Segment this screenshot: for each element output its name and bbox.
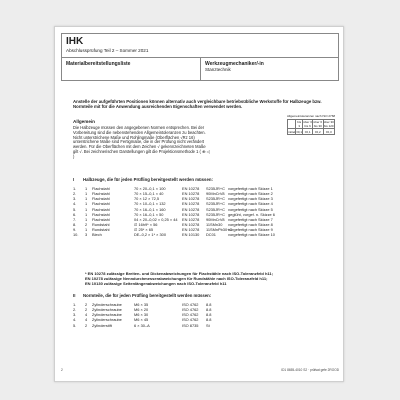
table-row: mittel ±0,1 ±0,1 ±0,2 ±0,3 — [288, 129, 335, 135]
material-cell: 8.8 — [206, 312, 212, 318]
table-row: bis 3 über 3 bis 6 über 6 bis 30 über 30 bis 120 — [288, 120, 335, 129]
dimensions-cell: 70 × 20–0,1 × 100 — [134, 186, 166, 191]
quantity-cell: 2 — [85, 302, 88, 307]
material-cell: S235JR+C — [206, 186, 225, 191]
position-cell: 3. — [73, 196, 77, 202]
dimensions-cell: ∅ 25* × 65 — [134, 227, 154, 233]
material-cell: 8.8 — [206, 307, 212, 313]
position-cell: 5. — [73, 206, 77, 212]
note-cell: vorgefertigt nach Skizze 4 — [228, 201, 273, 207]
material-cell: 11SMn30 — [206, 222, 223, 228]
dimensions-cell: 6 × 30–A — [134, 322, 150, 328]
material-cell: S235JR+C — [206, 211, 225, 217]
item-name-cell: Flachstahl — [92, 196, 110, 202]
list-item — [73, 232, 335, 237]
material-cell: 90MnCrV8 — [206, 216, 225, 222]
quantity-cell: 1 — [85, 211, 88, 217]
list-item — [73, 323, 335, 328]
standard-cell: EN 10278 — [182, 206, 200, 212]
standard-cell: EN 10278 — [182, 196, 200, 202]
position-cell: 4. — [73, 317, 77, 323]
job-specialty: Stanztechnik — [205, 67, 231, 72]
note-cell: geglüht, vorgef. n. Skizze 6 — [228, 211, 275, 217]
quantity-cell: 1 — [85, 191, 88, 197]
position-cell: 9. — [73, 227, 77, 233]
item-name-cell: Blech — [92, 232, 102, 238]
item-name-cell: Flachstahl — [92, 216, 110, 222]
dimensions-cell: ∅ 16h9* × 56 — [134, 222, 158, 228]
standard-cell: ISO 4762 — [182, 317, 199, 323]
note-cell: vorgefertigt nach Skizze 2 — [228, 191, 273, 197]
footnotes — [85, 271, 335, 286]
material-cell: St — [206, 322, 210, 328]
item-name-cell: Zylinderschraube — [92, 317, 122, 323]
standard-cell: EN 10278 — [182, 211, 200, 217]
position-cell: 8. — [73, 222, 77, 228]
dimensions-cell: 70 × 15–0,1 × 40 — [134, 191, 164, 197]
footnote: EN 10278 zulässige Nenndurchmesserabweichungen für Rundstähle nach ISO-Toleranzfeld h11; — [85, 276, 268, 281]
standard-cell: ISO 4762 — [182, 307, 199, 313]
note-cell: vorgefertigt nach Skizze 5 — [228, 206, 273, 212]
section-2-heading: II Normteile, die für jeden Prüfling bereitgestellt werden müssen: — [73, 293, 212, 298]
item-name-cell: Zylinderschraube — [92, 302, 122, 307]
exam-title: Abschlussprüfung Teil 2 – Sommer 2021 — [66, 48, 149, 53]
quantity-cell: 2 — [85, 307, 88, 313]
item-name-cell: Rundstahl — [92, 222, 110, 228]
footnote: * EN 10278 zulässige Breiten- und Dickenabweichungen für Flachstähle nach ISO-Toleranzfeld h11; — [85, 271, 273, 276]
item-name-cell: Zylinderschraube — [92, 307, 122, 313]
dimensions-cell: 70 × 16–0,1 × 160 — [134, 206, 166, 212]
dimensions-cell: 04 × 20–0,02 × 0,25 × 44 — [134, 216, 178, 222]
section-2-list — [73, 302, 335, 328]
note-cell — [228, 323, 335, 328]
note-cell: vorgefertigt nach Skizze 10 — [228, 232, 275, 238]
position-cell: 1. — [73, 302, 77, 307]
quantity-cell: 1 — [85, 196, 88, 202]
position-cell: 10. — [73, 232, 79, 238]
position-cell: 1. — [73, 186, 77, 191]
standard-cell: ISO 4762 — [182, 302, 199, 307]
note-cell: vorgefertigt nach Skizze 9 — [228, 227, 273, 233]
tolerance-table-title: Allgemeintoleranzen nach ISO 2768 — [287, 114, 336, 118]
tolerance-table — [287, 119, 335, 135]
quantity-cell: 2 — [85, 322, 88, 328]
position-cell: 4. — [73, 201, 77, 207]
job-title: Werkzeugmechaniker/-in — [205, 61, 264, 67]
dimensions-cell: M6 × 30 — [134, 312, 149, 318]
material-cell: 8.8 — [206, 302, 212, 307]
quantity-cell: 4 — [85, 317, 88, 323]
item-name-cell: Flachstahl — [92, 186, 110, 191]
dimensions-cell: M6 × 35 — [134, 302, 149, 307]
material-cell: S235JR+C — [206, 206, 225, 212]
standard-cell: EN 10278 — [182, 186, 200, 191]
footnote: EN 10130 zulässige Seitenlängenabweichungen nach ISO-Toleranzfeld h11 — [85, 281, 227, 286]
dimensions-cell: M6 × 20 — [134, 307, 149, 313]
material-cell: 11SMnPb30+C — [206, 227, 233, 233]
general-paragraph: Die Halbzeuge müssen den angegebenen Normen entsprechen. Bei der Vorbereitung sind die nebenstehenden Allgemeintoleranzen zu beachten. Nicht unterstrichene Maße und Rohlingmaße (Oberflächen √Rz 16) unterstrichene Maße sind Fertigmaße, die in der Prüfung nicht verändert werden. Für die Oberflächen mit dem Zeichen √ gekennzeichneten Maße gilt √. Bei zeichnerischen Darstellungen gilt die Projektionsmethode 1 ( ⊕ ◁ ) — [73, 125, 210, 159]
material-cell: S235JR+C — [206, 196, 225, 202]
quantity-cell: 2 — [85, 222, 88, 228]
note-cell: vorgefertigt nach Skizze 1 — [228, 186, 273, 191]
item-name-cell: Zylinderstift — [92, 322, 112, 328]
position-cell: 2. — [73, 307, 77, 313]
position-cell: 3. — [73, 312, 77, 318]
standard-cell: EN 10130 — [182, 232, 200, 238]
item-name-cell: Zylinderschraube — [92, 312, 122, 318]
footer-code: ID1 8655-4010 S2 · prüfsat gefe 2ROOD — [281, 368, 339, 372]
dimensions-cell: 70 × 12 × 72,5 — [134, 196, 160, 202]
quantity-cell: 1 — [85, 216, 88, 222]
position-cell: 7. — [73, 216, 77, 222]
standard-cell: EN 10278 — [182, 227, 200, 233]
section-1-list — [73, 186, 335, 238]
document-page — [54, 26, 344, 382]
standard-cell: EN 10278 — [182, 222, 200, 228]
position-cell: 6. — [73, 211, 77, 217]
item-name-cell: Flachstahl — [92, 191, 110, 197]
ihk-logo-text: IHK — [66, 36, 84, 47]
quantity-cell: 4 — [85, 312, 88, 318]
standard-cell: EN 10278 — [182, 191, 200, 197]
page-footer — [61, 368, 339, 372]
dimensions-cell: 70 × 16–0,1 × 50 — [134, 211, 164, 217]
item-name-cell: Flachstahl — [92, 201, 110, 207]
quantity-cell: 1 — [85, 206, 88, 212]
dimensions-cell: 70 × 10–0,1 × 132 — [134, 201, 166, 207]
item-name-cell: Rundstahl — [92, 227, 110, 233]
general-heading: Allgemein — [73, 119, 95, 124]
position-cell: 5. — [73, 322, 77, 328]
material-cell: DC01 — [206, 232, 216, 238]
material-cell: S235JR+C — [206, 201, 225, 207]
item-name-cell: Flachstahl — [92, 211, 110, 217]
position-cell: 2. — [73, 191, 77, 197]
note-cell: vorgefertigt nach Skizze 3 — [228, 196, 273, 202]
section-1-heading: I Halbzeuge, die für jeden Prüfling bereitgestellt werden müssen: — [73, 177, 213, 182]
note-cell: vorgefertigt nach Skizze 8 — [228, 222, 273, 228]
quantity-cell: 1 — [85, 201, 88, 207]
standard-cell: ISO 8735 — [182, 322, 199, 328]
standard-cell: EN 10278 — [182, 201, 200, 207]
document-header — [61, 33, 339, 81]
material-cell: 8.8 — [206, 317, 212, 323]
standard-cell: ISO 4762 — [182, 312, 199, 318]
standard-cell: EN 10278 — [182, 216, 200, 222]
document-title: Materialbereitstellungsliste — [62, 58, 201, 81]
page-number: 2 — [61, 368, 63, 372]
material-cell: 90MnCrV8 — [206, 191, 225, 197]
quantity-cell: 1 — [85, 186, 88, 191]
intro-paragraph: Anstelle der aufgeführten Positionen können alternativ auch vergleichbare betriebsübliche Werkstoffe für Halbzeuge bzw. Normteile mit für die Anwendung ausreichenden Eigenschaften verwendet werden. — [73, 99, 322, 110]
dimensions-cell: M6 × 45 — [134, 317, 149, 323]
item-name-cell: Flachstahl — [92, 206, 110, 212]
quantity-cell: 1 — [85, 227, 88, 233]
quantity-cell: 3 — [85, 232, 88, 238]
dimensions-cell: DE–0,2 × 1* × 300 — [134, 232, 167, 238]
note-cell: vorgefertigt nach Skizze 7 — [228, 216, 273, 222]
